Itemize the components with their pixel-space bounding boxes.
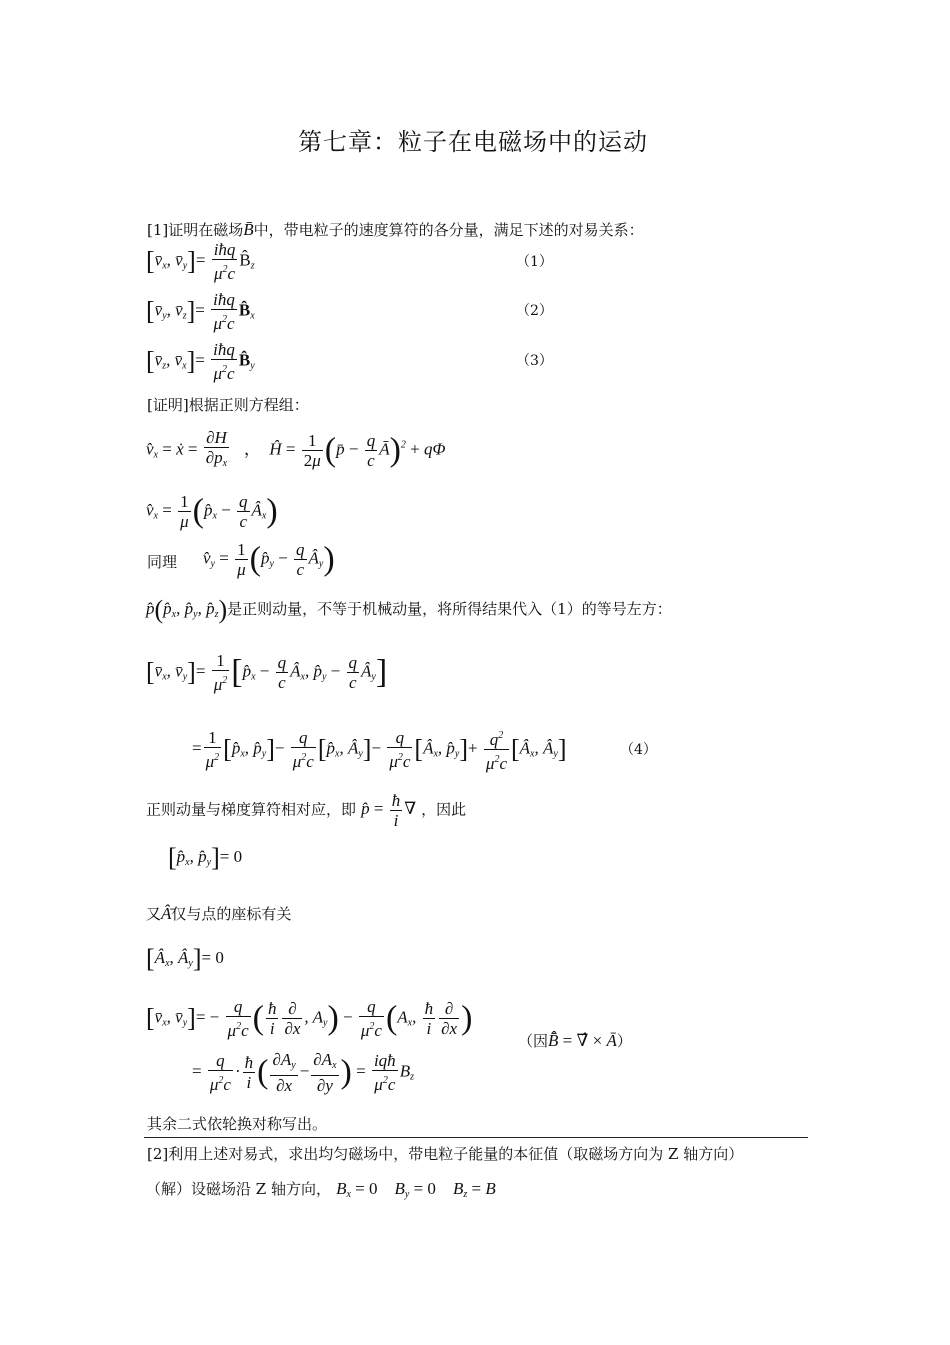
equation-2-label: （2） xyxy=(516,303,553,319)
tongli-label: 同理 xyxy=(147,553,178,571)
commutator-expansion: [$v̄_x$, $v̄_y]=$ $\frac{1}{\mu^2}$ [$p̂_x$ − $\frac{q}{c}$ $Â_x$, $p̂_y$ − $\frac{q}{c}$ $Â_y$] xyxy=(146,651,388,694)
curl-note: （因B̂̄ = ∇̂ × Ā） xyxy=(518,1031,632,1050)
momentum-commutator-zero: [$p̂_x$, $p̂_y]= 0$ xyxy=(168,843,243,872)
velocity-y-equation: $v̂_y$ = $\frac{1}{\mu}$ ($p̂_y$ − $\frac{q}{c}$ $Â_y$) xyxy=(203,540,335,579)
problem-2-statement: [2]利用上述对易式，求出均匀磁场中，带电粒子能量的本征值（取磁场方向为 Z 轴方向） xyxy=(147,1145,744,1163)
section-divider xyxy=(144,1137,808,1138)
you-text: 又 xyxy=(146,905,162,923)
equation-1: [$v̄_x$, $v̄_y]=$ $\frac{\text{iħq}}{\mu^2c}$ $B̂_z$ xyxy=(146,240,255,283)
you-tail: 仅与点的座标有关 xyxy=(171,905,292,923)
magnetic-field-symbol: B̄ xyxy=(243,220,254,239)
equation-1-label: （1） xyxy=(516,254,553,270)
canonical-equations: $v̂_x$ = ẋ = $\frac{\partial H}{\partial p_x}$ ， Ĥ = $\frac{1}{2\mu}$ (p̄ − $\frac{q}{c}$ Ā)$^2$ + qΦ xyxy=(146,428,445,473)
equation-4-label: （4） xyxy=(620,742,657,758)
remaining-note: 其余二式依轮换对称写出。 xyxy=(147,1115,328,1133)
problem-1-statement xyxy=(147,219,644,240)
problem-1-statement-tail: 中，带电粒子的速度算符的各分量，满足下述的对易关系： xyxy=(253,221,644,239)
gradient-line: 正则动量与梯度算符相对应，即 p̂ = $\frac{ħ}{i}$ ∇ ，因此 xyxy=(146,791,467,830)
page-title: 第七章：粒子在电磁场中的运动 xyxy=(298,128,648,156)
solution-intro: （解）设磁场沿 Z 轴方向， xyxy=(146,1180,331,1198)
canonical-momentum-text: 是正则动量，不等于机械动量，将所得结果代入（1）的等号左方： xyxy=(227,599,672,618)
because-tail: ） xyxy=(616,1032,632,1050)
gradient-text: 正则动量与梯度算符相对应，即 xyxy=(146,800,357,819)
equation-4: = $\frac{1}{\mu^2}$ [$p̂_x$, $p̂_y]-$ $\frac{q}{\mu^2c}$ [$p̂_x$, $Â_y]-$ $\frac{q}{\mu^2c}$ [$Â_x$, $p̂_y]+$ $\frac{q^2}{\mu^2c}$ [$Â_x$, $Â_y$] xyxy=(192,728,567,773)
final-computation-1: [$v̄_x$, $v̄_y]=$ − $\frac{q}{\mu^2c}$ ( $\frac{ħ}{i}$ $\frac{\partial}{\partial x}$ , $A_y$) − $\frac{q}{\mu^2c}$ ($A_x$, $\frac{ħ}{i}$ $\frac{\partial}{\partial x}$ ) xyxy=(146,997,473,1040)
final-computation-2: = $\frac{q}{\mu^2c}$ · $\frac{ħ}{i}$ ( $\frac{\partial A_y}{\partial x}$ − $\frac{\partial A_x}{\partial y}$ ) = $\frac{\text{iqħ}}{\mu^2c}$ $B_z$ xyxy=(192,1050,414,1095)
canonical-momentum-line: $p̂(p̂_x$, $p̂_y$, $p̂_z$)是正则动量，不等于机械动量，将所得结果代入（1）的等号左方： xyxy=(146,595,672,624)
vector-potential-line: 又Â̄仅与点的座标有关 xyxy=(146,904,292,923)
because-text: （因 xyxy=(518,1032,549,1050)
problem-1-statement-text: [1]证明在磁场 xyxy=(147,221,244,239)
proof-intro: [证明]根据正则方程组： xyxy=(147,396,309,414)
equation-3: [$v̄_z$, $v̄_x]=$ $\frac{\text{iħq}}{\mu^2c}$ $B̂_y$ xyxy=(146,340,255,383)
gradient-tail: ，因此 xyxy=(421,800,467,819)
equation-2: [$v̄_y$, $v̄_z]=$ $\frac{\text{iħq}}{\mu^2c}$ $B̂_x$ xyxy=(146,290,255,333)
velocity-x-equation: $v̂_x$ = $\frac{1}{\mu}$ ($p̂_x$ − $\frac{q}{c}$ $Â_x$) xyxy=(146,492,278,531)
potential-commutator-zero: [$Â_x$, $Â_y]= 0$ xyxy=(146,944,224,973)
problem-2-solution: （解）设磁场沿 Z 轴方向， $B_x = 0$ $B_y = 0$ $B_z = B$ xyxy=(146,1179,496,1200)
equation-3-label: （3） xyxy=(516,353,553,369)
